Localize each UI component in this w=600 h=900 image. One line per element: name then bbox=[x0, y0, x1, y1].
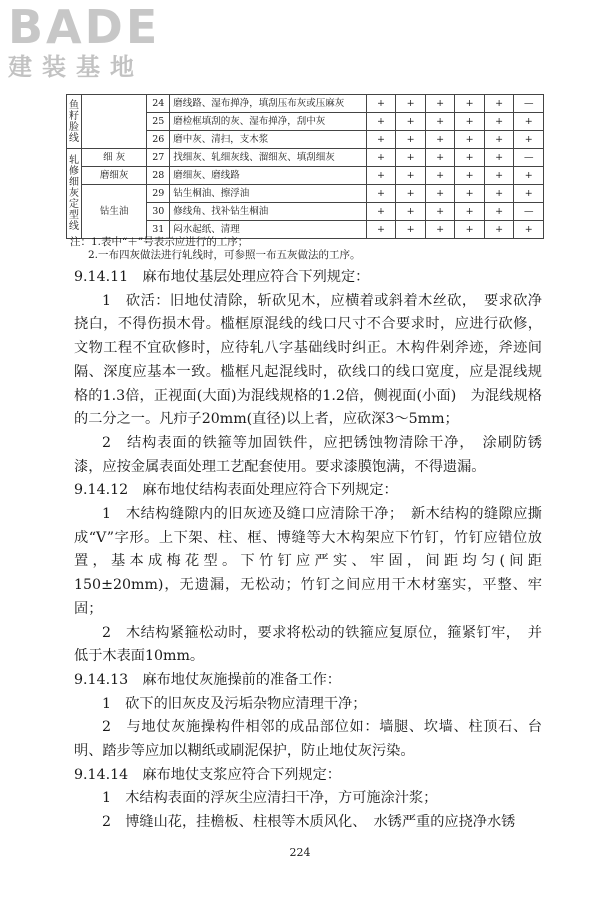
process-mark-cell: + bbox=[396, 149, 426, 167]
process-mark-cell: + bbox=[396, 185, 426, 203]
section-heading: 9.14.12 麻布地仗结构表面处理应符合下列规定： bbox=[74, 482, 398, 499]
subcategory-cell: 钻生油 bbox=[81, 185, 146, 239]
process-mark-cell: + bbox=[366, 113, 396, 131]
table-notes bbox=[70, 236, 361, 262]
category-cell: 轧修细灰定型线 bbox=[67, 149, 82, 239]
step-description-cell: 找细灰、轧细灰线、溜细灰、填刮细灰 bbox=[170, 149, 367, 167]
step-number-cell: 28 bbox=[147, 167, 170, 185]
step-number-cell: 30 bbox=[147, 203, 170, 221]
step-number-cell: 29 bbox=[147, 185, 170, 203]
step-number-cell: 24 bbox=[147, 95, 170, 113]
publisher-logo bbox=[8, 0, 161, 82]
body-text bbox=[74, 266, 557, 835]
step-description-cell: 磨线路、湿布掸净，填刮压布灰或压麻灰 bbox=[170, 95, 367, 113]
process-mark-cell: + bbox=[455, 185, 485, 203]
process-mark-cell: + bbox=[484, 113, 514, 131]
step-number-cell: 26 bbox=[147, 131, 170, 149]
table-row bbox=[67, 149, 544, 167]
process-mark-cell: + bbox=[396, 167, 426, 185]
section-heading: 9.14.14 麻布地仗支浆应符合下列规定： bbox=[74, 766, 341, 783]
process-mark-cell: + bbox=[514, 113, 544, 131]
process-mark-cell: + bbox=[455, 149, 485, 167]
process-mark-cell: + bbox=[455, 167, 485, 185]
step-description-cell: 磨检框填刮的灰、湿布掸净，刮中灰 bbox=[170, 113, 367, 131]
category-cell: 鱼籽脸线 bbox=[67, 95, 82, 149]
process-mark-cell: + bbox=[425, 113, 455, 131]
paragraph: 2 与地仗灰施操构件相邻的成品部位如：墙腿、坎墙、柱顶石、台明、踏步等应加以糊纸或刷泥保护，防止地仗灰污染。 bbox=[74, 719, 542, 760]
process-mark-cell: + bbox=[396, 95, 426, 113]
process-mark-cell: — bbox=[514, 95, 544, 113]
table-row bbox=[67, 95, 544, 113]
subcategory-cell bbox=[81, 95, 146, 149]
section-heading: 9.14.11 麻布地仗基层处理应符合下列规定： bbox=[74, 269, 370, 285]
subcategory-cell: 磨细灰 bbox=[81, 167, 146, 185]
process-mark-cell: + bbox=[366, 95, 396, 113]
process-mark-cell: — bbox=[514, 203, 544, 221]
process-mark-cell: + bbox=[396, 131, 426, 149]
process-mark-cell: + bbox=[514, 185, 544, 203]
note-1: 注：1.表中“＋”号表示应进行的工序； bbox=[70, 236, 249, 248]
paragraph: 1 砍下的旧灰皮及污垢杂物应清理干净； bbox=[102, 695, 367, 712]
process-mark-cell: + bbox=[484, 203, 514, 221]
process-mark-cell: + bbox=[455, 221, 485, 239]
process-mark-cell: + bbox=[484, 149, 514, 167]
logo-subtitle: 建装基地 bbox=[8, 53, 144, 81]
step-description-cell: 磨中灰、清扫，支木浆 bbox=[170, 131, 367, 149]
process-mark-cell: + bbox=[425, 95, 455, 113]
process-mark-cell: + bbox=[455, 131, 485, 149]
step-description-cell: 闷水起纸、清理 bbox=[170, 221, 367, 239]
step-description-cell: 钻生桐油、擦浮油 bbox=[170, 185, 367, 203]
process-mark-cell: + bbox=[514, 167, 544, 185]
table-row bbox=[67, 185, 544, 203]
process-mark-cell: + bbox=[484, 167, 514, 185]
process-mark-cell: + bbox=[484, 185, 514, 203]
process-mark-cell: + bbox=[396, 203, 426, 221]
process-mark-cell: + bbox=[455, 113, 485, 131]
section-heading: 9.14.13 麻布地仗灰施操前的准备工作： bbox=[74, 671, 341, 688]
process-mark-cell: + bbox=[455, 95, 485, 113]
process-mark-cell: + bbox=[425, 131, 455, 149]
process-mark-cell: + bbox=[455, 203, 485, 221]
process-mark-cell: + bbox=[366, 131, 396, 149]
process-mark-cell: + bbox=[366, 203, 396, 221]
process-table bbox=[66, 94, 544, 239]
step-description-cell: 修线角、找补钻生桐油 bbox=[170, 203, 367, 221]
process-mark-cell: + bbox=[425, 221, 455, 239]
process-mark-cell: + bbox=[514, 131, 544, 149]
paragraph: 1 木结构表面的浮灰尘应清扫干净，方可施涂汁浆； bbox=[102, 790, 438, 807]
process-mark-cell: + bbox=[366, 221, 396, 239]
process-mark-cell: + bbox=[396, 221, 426, 239]
paragraph: 2 木结构紧箍松动时，要求将松动的铁箍应复原位，箍紧钉牢， 并低于木表面10mm。 bbox=[74, 624, 542, 665]
step-number-cell: 31 bbox=[147, 221, 170, 239]
process-mark-cell: + bbox=[425, 185, 455, 203]
paragraph: 2 博缝山花，挂檐板、柱根等木质风化、 水锈严重的应挠净水锈 bbox=[102, 814, 516, 831]
step-description-cell: 磨细灰、磨线路 bbox=[170, 167, 367, 185]
process-mark-cell: + bbox=[425, 203, 455, 221]
process-mark-cell: + bbox=[396, 113, 426, 131]
step-number-cell: 27 bbox=[147, 149, 170, 167]
page-number: 224 bbox=[289, 846, 311, 859]
paragraph: 1 木结构缝隙内的旧灰迹及缝口应清除干净； 新木结构的缝隙应撕成“V”字形。上下架、柱、框、博缝等大木构架应下竹钉，竹钉应错位放置，基本成梅花型。下竹钉应严实、牢固，间距均匀(间距 150±20mm)，无遗漏，无松动；竹钉之间应用干木材塞实，平整、牢固； bbox=[74, 506, 557, 617]
note-2: 2.一布四灰做法进行轧线时，可参照一布五灰做法的工序。 bbox=[88, 249, 361, 261]
process-mark-cell: + bbox=[484, 95, 514, 113]
paragraph: 2 结构表面的铁箍等加固铁件，应把锈蚀物清除干净， 涂刷防锈漆，应按金属表面处理工艺配套使用。要求漆膜饱满，不得遗漏。 bbox=[74, 434, 542, 475]
process-mark-cell: + bbox=[425, 149, 455, 167]
process-mark-cell: + bbox=[366, 167, 396, 185]
process-mark-cell: + bbox=[425, 167, 455, 185]
logo-brand: BADE bbox=[8, 0, 161, 54]
process-mark-cell: + bbox=[366, 149, 396, 167]
process-mark-cell: + bbox=[366, 185, 396, 203]
process-mark-cell: + bbox=[484, 221, 514, 239]
step-number-cell: 25 bbox=[147, 113, 170, 131]
paragraph: 1 砍活：旧地仗清除，斩砍见木，应横着或斜着木丝砍， 要求砍净挠白，不得伤损木骨。槛框原混线的线口尺寸不合要求时，应进行砍修，文物工程不宜砍修时，应待轧八字基础线时纠正。木构件剁斧迹，斧迹间隔、深度应基本一致。槛框凡起混线时，砍线口的线口宽度，应是混线规格的1.3倍，正视面(大面)为混线规格的1.2倍，侧视面(小面) 为混线规格的二分之一。凡疖子20mm(直径)以上者，应砍深3～5mm； bbox=[74, 292, 542, 428]
process-mark-cell: + bbox=[484, 131, 514, 149]
table-row bbox=[67, 167, 544, 185]
process-mark-cell: — bbox=[514, 149, 544, 167]
subcategory-cell: 细 灰 bbox=[81, 149, 146, 167]
process-mark-cell: + bbox=[514, 221, 544, 239]
